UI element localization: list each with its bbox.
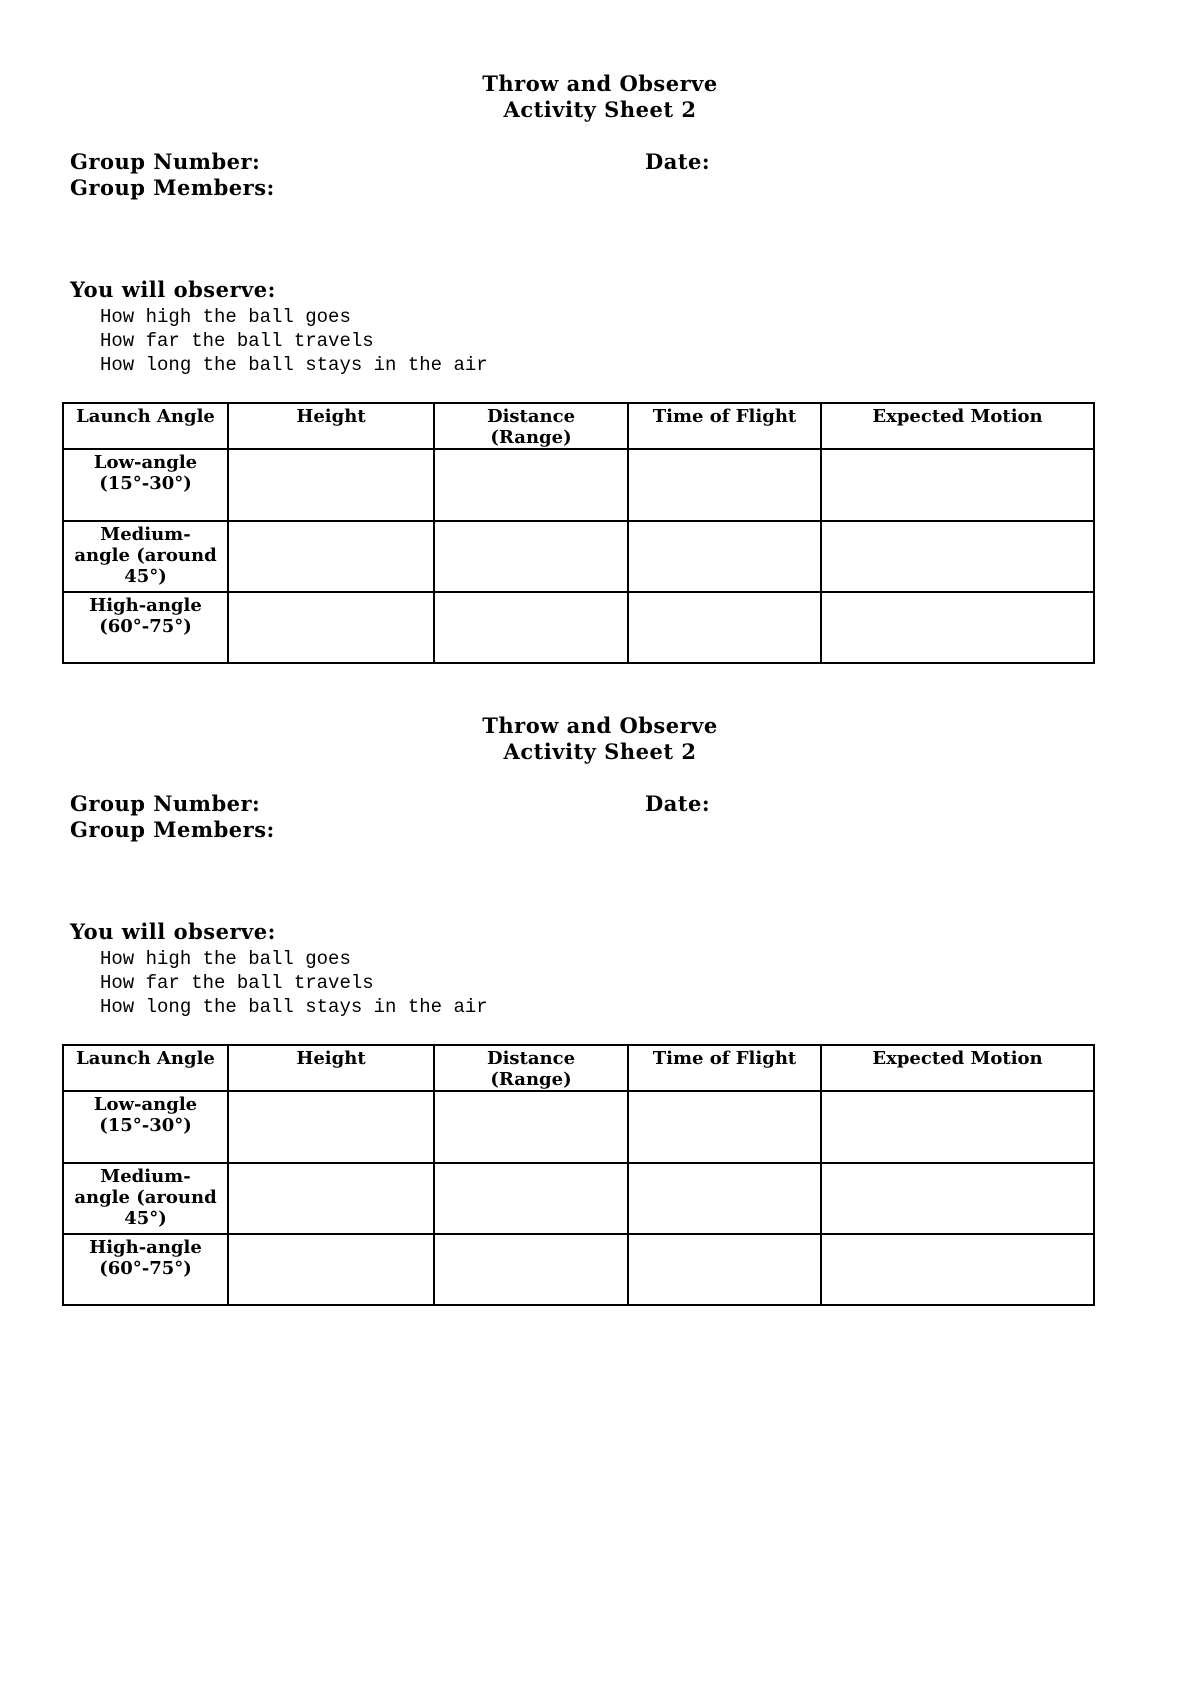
observe-heading: You will observe:	[70, 277, 276, 302]
table-cell-empty	[434, 1234, 628, 1305]
table-cell-empty	[628, 521, 821, 592]
group-members-label: Group Members:	[70, 817, 275, 842]
table-cell-empty	[628, 1091, 821, 1163]
table-cell-empty	[228, 1234, 434, 1305]
observation-table	[62, 402, 1095, 664]
row-label-medium-angle: Medium- angle (around 45°)	[63, 521, 228, 592]
table-cell-empty	[628, 449, 821, 521]
table-cell-empty	[821, 1091, 1094, 1163]
table-cell-empty	[434, 592, 628, 663]
title-line-2: Activity Sheet 2	[503, 97, 697, 122]
table-header-row	[63, 403, 1094, 449]
table-row	[63, 521, 1094, 592]
activity-sheet-copy-1	[0, 71, 1200, 671]
group-number-label: Group Number:	[70, 149, 261, 174]
observe-item: How long the ball stays in the air	[100, 354, 488, 376]
sheet-title	[0, 713, 1200, 765]
header-expected-motion: Expected Motion	[821, 1045, 1094, 1091]
table-header-row	[63, 1045, 1094, 1091]
observe-list	[100, 305, 488, 377]
table-cell-empty	[228, 1091, 434, 1163]
table-cell-empty	[821, 521, 1094, 592]
header-distance: Distance (Range)	[434, 403, 628, 449]
table-cell-empty	[628, 592, 821, 663]
activity-sheet-copy-2	[0, 713, 1200, 1313]
observe-list	[100, 947, 488, 1019]
header-launch-angle: Launch Angle	[63, 1045, 228, 1091]
table-cell-empty	[821, 592, 1094, 663]
header-height: Height	[228, 1045, 434, 1091]
table-cell-empty	[821, 1234, 1094, 1305]
header-time-of-flight: Time of Flight	[628, 403, 821, 449]
header-expected-motion: Expected Motion	[821, 403, 1094, 449]
observe-item: How long the ball stays in the air	[100, 996, 488, 1018]
table-cell-empty	[228, 1163, 434, 1234]
table-cell-empty	[821, 1163, 1094, 1234]
table-cell-empty	[628, 1163, 821, 1234]
table-row	[63, 1234, 1094, 1305]
row-label-high-angle: High-angle (60°-75°)	[63, 1234, 228, 1305]
header-time-of-flight: Time of Flight	[628, 1045, 821, 1091]
table-row	[63, 592, 1094, 663]
title-line-1: Throw and Observe	[482, 713, 718, 738]
table-cell-empty	[434, 449, 628, 521]
table-cell-empty	[228, 521, 434, 592]
observe-heading: You will observe:	[70, 919, 276, 944]
header-height: Height	[228, 403, 434, 449]
row-label-low-angle: Low-angle (15°-30°)	[63, 449, 228, 521]
observation-table	[62, 1044, 1095, 1306]
row-label-low-angle: Low-angle (15°-30°)	[63, 1091, 228, 1163]
table-cell-empty	[228, 449, 434, 521]
date-label: Date:	[645, 149, 711, 174]
table-cell-empty	[434, 1091, 628, 1163]
row-label-medium-angle: Medium- angle (around 45°)	[63, 1163, 228, 1234]
header-launch-angle: Launch Angle	[63, 403, 228, 449]
table-row	[63, 1091, 1094, 1163]
group-number-label: Group Number:	[70, 791, 261, 816]
row-label-high-angle: High-angle (60°-75°)	[63, 592, 228, 663]
table-row	[63, 1163, 1094, 1234]
table-cell-empty	[228, 592, 434, 663]
table-row	[63, 449, 1094, 521]
observe-item: How high the ball goes	[100, 948, 351, 970]
date-label: Date:	[645, 791, 711, 816]
title-line-2: Activity Sheet 2	[503, 739, 697, 764]
table-cell-empty	[628, 1234, 821, 1305]
observe-item: How high the ball goes	[100, 306, 351, 328]
group-members-label: Group Members:	[70, 175, 275, 200]
title-line-1: Throw and Observe	[482, 71, 718, 96]
table-cell-empty	[434, 521, 628, 592]
observe-item: How far the ball travels	[100, 972, 374, 994]
table-cell-empty	[434, 1163, 628, 1234]
observe-item: How far the ball travels	[100, 330, 374, 352]
sheet-title	[0, 71, 1200, 123]
header-distance: Distance (Range)	[434, 1045, 628, 1091]
table-cell-empty	[821, 449, 1094, 521]
